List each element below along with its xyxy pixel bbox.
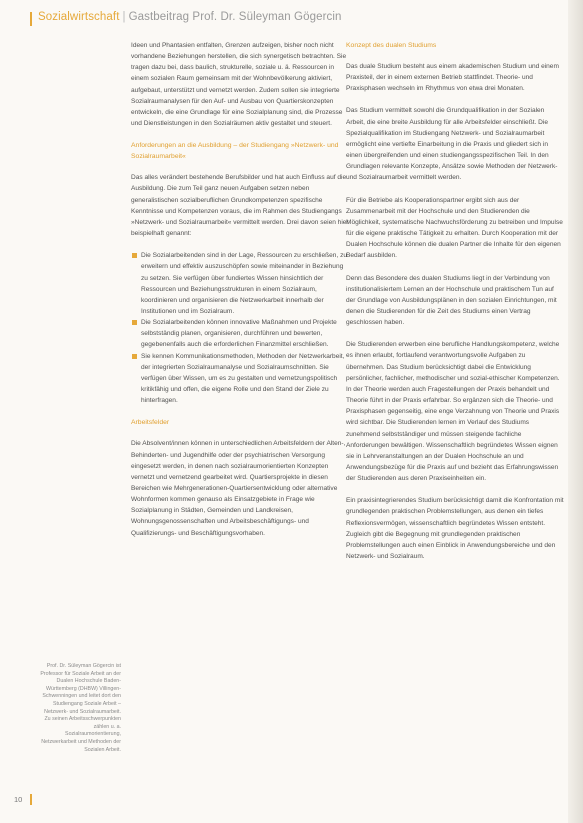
header-separator: | (122, 11, 126, 23)
page-number: 10 (14, 795, 23, 804)
bullet-item: Die Sozialarbeitenden können innovative Maßnahmen und Projekte selbstständig planen, organisieren, durchführen und bewerten, gegebenenfalls auch die erforderlichen Finanzmittel erschließen. (131, 317, 349, 350)
page-number-accent-bar (30, 794, 32, 805)
section-heading: Arbeitsfelder (131, 419, 170, 427)
paragraph: Das duale Studium besteht aus einem akademischen Studium und einem Praxisteil, der in einem externen Betrieb stattfindet. Theorie- und Praxisphasen wechseln im Rhythmus von etwa drei Monaten. (346, 63, 559, 93)
paragraph: Die Absolvent/innen können in unterschiedlichen Arbeitsfeldern der Alten-, Behinderten- und Jugendhilfe oder der psychiatrischen Versorgung eingesetzt werden, in denen nach sozialraumorientierten Konzepten vernetzt und vernetzend gearbeitet wird. Quartiersprojekte in diesen Bereichen wie Mehrgenerationen-Quartiersentwicklung oder alternative Wohnformen kommen genauso als Einsatzgebiete in Frage wie Sozialplanung in Städten, Gemeinden und Landkreisen, Wohnungsgenossenschaften und Arbeitsbeschäftigungs- und Qualifizierungs- und Beschäftigungsvorhaben. (131, 440, 346, 537)
section-heading: Anforderungen an die Ausbildung – der Studiengang »Netzwerk- und Sozialraumarbeit« (131, 142, 339, 161)
page-fold-shadow (568, 0, 583, 823)
paragraph: Die Studierenden erwerben eine berufliche Handlungskompetenz, welche es ihnen erlaubt, fortlaufend verantwortungsvolle Aufgaben zu übernehmen. Das Studium berücksichtigt dabei die Entwicklung persönlicher, fachlicher, methodischer und sozial-ethischer Kompetenzen. In der Theorie werden auch Fragestellungen der Praxis behandelt und Theorie führt in der Praxis erfahrbar. So ergänzen sich die Theorie- und Praxisphasen gegenseitig, eine enge Verzahnung von Theorie und Praxis wird sichtbar. Die Studierenden lernen im Verlauf des Studiums zunehmend selbstständiger und müssen steigende fachliche Anforderungen bewältigen. Wissenschaftlich begründetes Wissen eignen sie in Lehrveranstaltungen an der Dualen Hochschule an und Anwendungsbezüge für die Praxis auf und bezieht das Erfahrungswissen der Studierenden aus deren Praxiseinheiten ein. (346, 341, 560, 483)
right-column (346, 40, 564, 573)
bullet-item: Sie kennen Kommunikationsmethoden, Methoden der Netzwerkarbeit, der integrierten Sozialraumanalyse und Sozialraumschnitten. Sie verfügen über Wissen, um es zu gestalten und vernetzungspolitisch kritikfähig und offen, die eigene Rolle und den Stand der Ziele zu hinterfragen. (131, 351, 349, 407)
running-header (38, 11, 342, 23)
bullet-list (131, 250, 349, 406)
paragraph: Ideen und Phantasien entfalten, Grenzen aufzeigen, bisher noch nicht vorhandene Beziehungen herstellen, die sich synergetisch betrachten. Sie tragen dazu bei, dass baulich, strukturelle, soziale u. ä. Ressourcen in einem sozialen Raum gemeinsam mit der Wohnbevölkerung aktiviert, aufgebaut, unterstützt und vernetzt werden. Zudem sollen sie integrierte Sozialraumanalysen für den Auf- und Ausbau von Quartierskonzepten entwickeln, die eine Grundlage für eine Sozialplanung sind, die Prozesse und Dienstleistungen in den Sozialräumen aktiv gestaltet und steuert. (131, 42, 347, 128)
middle-column (131, 40, 349, 550)
section-heading: Konzept des dualen Studiums (346, 42, 437, 49)
header-accent-bar (30, 12, 32, 26)
bullet-item: Die Sozialarbeitenden sind in der Lage, Ressourcen zu erschließen, zu erweitern und effektiv auszuschöpfen sowie miteinander in Beziehung zu setzen. Sie verfügen über fundiertes Wissen hinsichtlich der Ressourcen und Beziehungsstrukturen in einem Sozialraum, koordinieren und organisieren die Netzwerkarbeit innerhalb der Institutionen und im Sozialraum. (131, 250, 349, 317)
paragraph: Das alles verändert bestehende Berufsbilder und hat auch Einfluss auf die Ausbildung. Die zum Teil ganz neuen Aufgaben setzen neben generalistischen sozialberuflichen Grundkompetenzen spezifische Kenntnisse und Kompetenzen voraus, die im Rahmen des Studiengangs »Netzwerk- und Sozialraumarbeit« vermittelt werden. Drei davon seien hier beispielhaft genannt: (131, 174, 349, 238)
author-footnote: Prof. Dr. Süleyman Gögercin ist Professor für Soziale Arbeit an der Dualen Hochschule Baden-Württemberg (DHBW) Villingen-Schwenningen und leitet dort den Studiengang Soziale Arbeit – Netzwerk- und Sozialraumarbeit. Zu seinen Arbeitsschwerpunkten zählen u. a. Sozialraumorientierung, Netzwerkarbeit und Methoden der Sozialen Arbeit. (40, 663, 121, 753)
paragraph: Denn das Besondere des dualen Studiums liegt in der Verbindung von institutionalisiertem Lernen an der Hochschule und praktischem Tun auf der Grundlage von Ausbildungsplänen in den sozialen Einrichtungen, mit denen die Studierenden für die Zeit des Studiums einen Vertrag geschlossen haben. (346, 274, 557, 327)
paragraph: Ein praxisintegrierendes Studium berücksichtigt damit die Konfrontation mit grundlegenden praktischen Problemstellungen, aus denen ein tiefes Reflexionsvermögen, wissenschaftlich begründetes Wissen entsteht. Zugleich gibt die Begegnung mit grundlegenden praktischen Problemstellungen auch einen Einblick in Anwendungsbereiche und den Netzwerk- und Sozialraum. (346, 497, 564, 561)
paragraph: Das Studium vermittelt sowohl die Grundqualifikation in der Sozialen Arbeit, die eine breite Ausbildung für alle Arbeitsfelder einschließt. Die Spezialqualifikation im Studiengang Netzwerk- und Sozialraumarbeit ermöglicht eine vertiefte Einarbeitung in die Praxis und gliedert sich in einen übergreifenden und einen studiengangsspezifischen Teil. In den Grundlagen relevante Konzepte, Ansätze sowie Methoden der Netzwerk- und Sozialraumarbeit vermittelt werden. (346, 107, 558, 182)
section-label: Sozialwirtschaft (38, 11, 120, 23)
article-title: Gastbeitrag Prof. Dr. Süleyman Gögercin (128, 11, 342, 23)
paragraph: Für die Betriebe als Kooperationspartner ergibt sich aus der Zusammenarbeit mit der Hochschule und den Studierenden die Möglichkeit, systematische Nachwuchsförderung zu betreiben und Impulse für die eigene praktische Tätigkeit zu erhalten. Durch Kooperation mit der Dualen Hochschule können die dualen Partner die Inhalte für den eigenen Bedarf ausbilden. (346, 196, 563, 260)
